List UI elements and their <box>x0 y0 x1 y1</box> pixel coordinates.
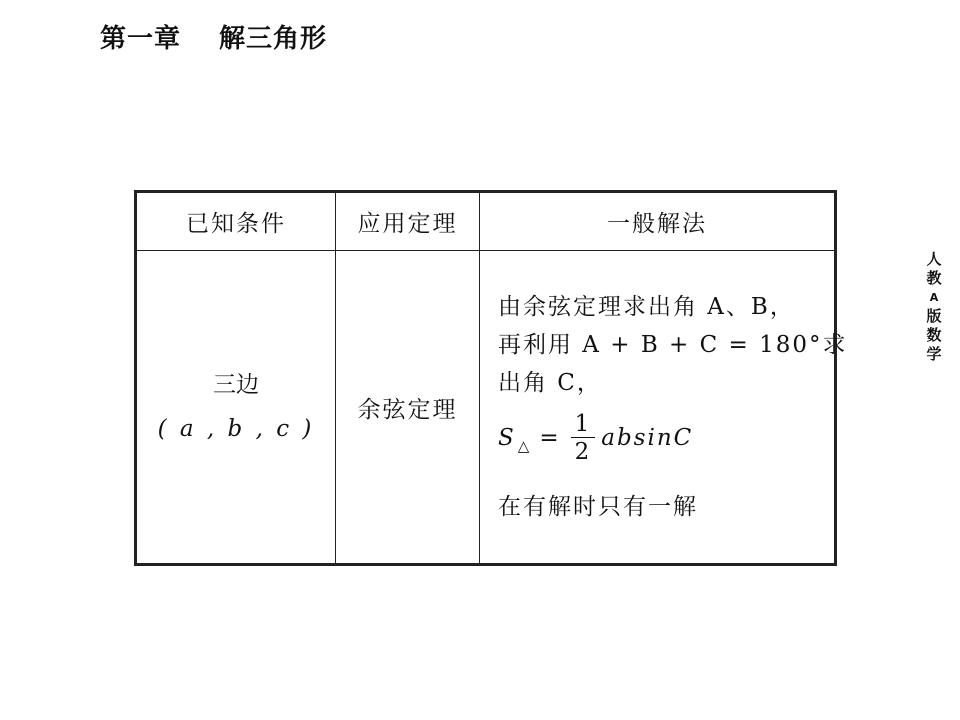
table-row <box>136 251 836 565</box>
chapter-title: 解三角形 <box>219 24 328 54</box>
side-char: 版 <box>926 307 942 325</box>
formula-lhs: S <box>498 425 516 451</box>
chapter-number: 第一章 <box>100 24 182 54</box>
method-last-line: 在有解时只有一解 <box>498 494 698 520</box>
formula-rhs: absinC <box>601 425 694 451</box>
header-method: 一般解法 <box>480 192 836 251</box>
header-known-conditions: 已知条件 <box>136 192 336 251</box>
fraction-denominator: 2 <box>574 438 592 465</box>
fraction-numerator: 1 <box>574 410 592 437</box>
chapter-header <box>100 18 327 55</box>
header-theorem: 应用定理 <box>336 192 480 251</box>
formula-fraction <box>571 411 596 466</box>
publisher-side-label <box>924 250 944 364</box>
method-line-1: 由余弦定理求出角 A、B， <box>498 294 795 320</box>
side-char: 教 <box>926 269 942 287</box>
side-char: 人 <box>926 250 942 268</box>
table-header-row <box>136 192 836 251</box>
formula-equals: = <box>539 425 561 451</box>
known-vars: ( a , b , c ) <box>157 416 315 442</box>
area-formula <box>498 402 834 474</box>
knowledge-table <box>134 190 848 566</box>
side-char: 数 <box>926 326 942 344</box>
theorem-text: 余弦定理 <box>357 396 458 423</box>
formula-subscript: △ <box>517 437 532 455</box>
method-line-2: 再利用 A + B + C = 180°求 <box>498 332 848 358</box>
side-char: A <box>929 291 939 304</box>
cell-method <box>480 251 848 565</box>
cell-theorem <box>336 251 480 565</box>
known-text: 三边 <box>213 372 259 398</box>
cell-known <box>136 251 336 565</box>
side-char: 学 <box>926 345 942 363</box>
method-line-3: 出角 C， <box>498 370 602 396</box>
